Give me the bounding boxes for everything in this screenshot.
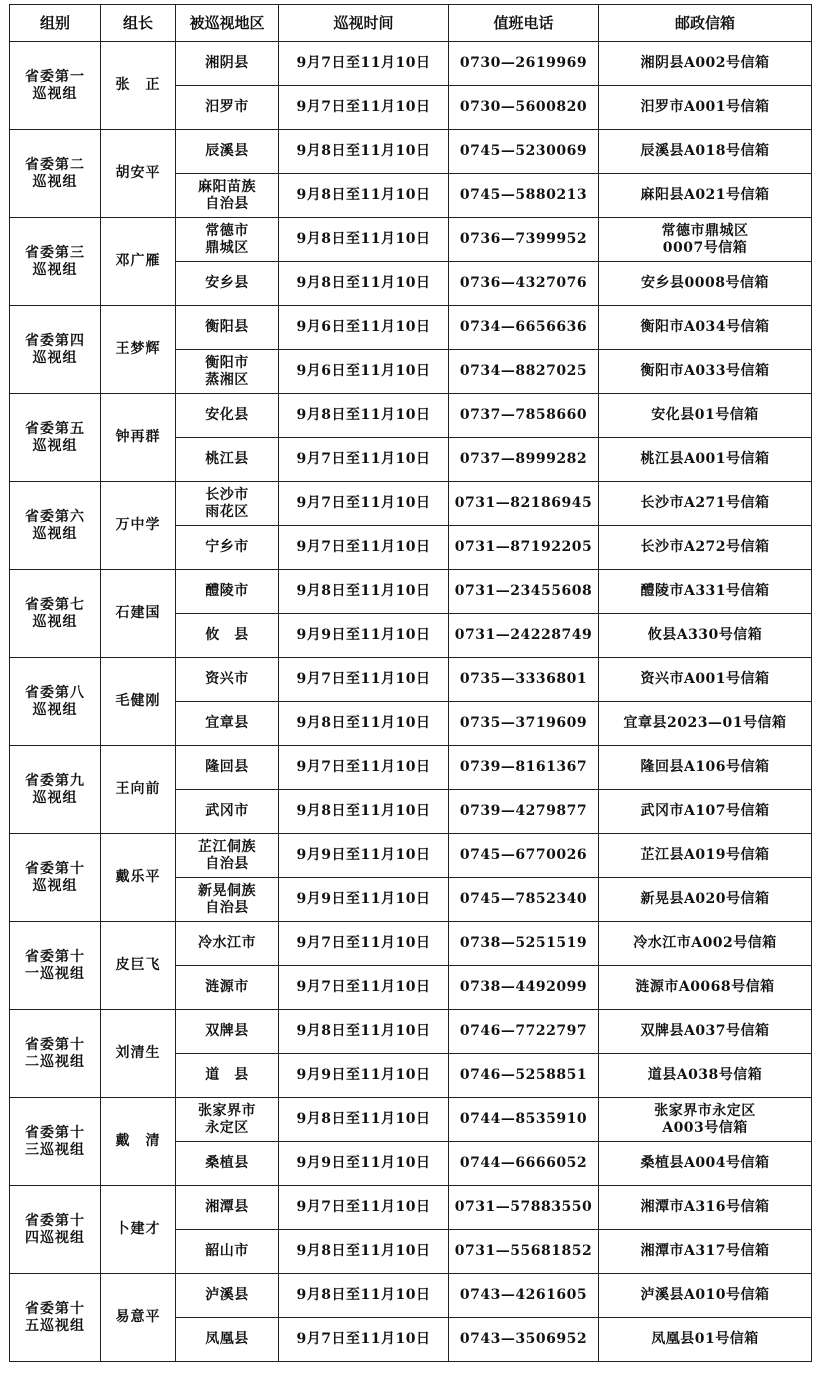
leader-cell: 戴乐平 (101, 834, 176, 922)
phone-cell: 0745—5230069 (449, 130, 599, 174)
mailbox-cell: 凤凰县01号信箱 (599, 1318, 812, 1362)
mailbox-cell: 桃江县A001号信箱 (599, 438, 812, 482)
time-cell: 9月8日至11月10日 (279, 130, 449, 174)
group-name-cell: 省委第二 巡视组 (10, 130, 101, 218)
phone-cell: 0743—3506952 (449, 1318, 599, 1362)
area-cell: 新晃侗族 自治县 (176, 878, 279, 922)
mailbox-cell: 泸溪县A010号信箱 (599, 1274, 812, 1318)
leader-cell: 王向前 (101, 746, 176, 834)
table-row (10, 1186, 812, 1230)
time-cell: 9月8日至11月10日 (279, 570, 449, 614)
area-cell: 麻阳苗族 自治县 (176, 174, 279, 218)
mailbox-cell: 衡阳市A034号信箱 (599, 306, 812, 350)
mailbox-cell: 冷水江市A002号信箱 (599, 922, 812, 966)
header-phone: 值班电话 (449, 5, 599, 42)
time-cell: 9月9日至11月10日 (279, 614, 449, 658)
time-cell: 9月9日至11月10日 (279, 878, 449, 922)
table-row (10, 570, 812, 614)
phone-cell: 0736—7399952 (449, 218, 599, 262)
phone-cell: 0737—7858660 (449, 394, 599, 438)
mailbox-cell: 涟源市A0068号信箱 (599, 966, 812, 1010)
phone-cell: 0734—6656636 (449, 306, 599, 350)
area-cell: 宜章县 (176, 702, 279, 746)
mailbox-cell: 桑植县A004号信箱 (599, 1142, 812, 1186)
area-cell: 凤凰县 (176, 1318, 279, 1362)
mailbox-cell: 武冈市A107号信箱 (599, 790, 812, 834)
area-cell: 攸 县 (176, 614, 279, 658)
group-name-cell: 省委第十 巡视组 (10, 834, 101, 922)
table-row (10, 1274, 812, 1318)
group-name-cell: 省委第十 二巡视组 (10, 1010, 101, 1098)
group-name-cell: 省委第三 巡视组 (10, 218, 101, 306)
phone-cell: 0739—8161367 (449, 746, 599, 790)
mailbox-cell: 湘潭市A317号信箱 (599, 1230, 812, 1274)
phone-cell: 0734—8827025 (449, 350, 599, 394)
time-cell: 9月8日至11月10日 (279, 218, 449, 262)
table-row (10, 218, 812, 262)
group-name-cell: 省委第四 巡视组 (10, 306, 101, 394)
leader-cell: 皮巨飞 (101, 922, 176, 1010)
mailbox-cell: 双牌县A037号信箱 (599, 1010, 812, 1054)
area-cell: 醴陵市 (176, 570, 279, 614)
group-name-cell: 省委第八 巡视组 (10, 658, 101, 746)
header-leader: 组长 (101, 5, 176, 42)
mailbox-cell: 长沙市A272号信箱 (599, 526, 812, 570)
phone-cell: 0731—23455608 (449, 570, 599, 614)
phone-cell: 0731—55681852 (449, 1230, 599, 1274)
phone-cell: 0745—5880213 (449, 174, 599, 218)
leader-cell: 王梦辉 (101, 306, 176, 394)
area-cell: 常德市 鼎城区 (176, 218, 279, 262)
inspection-schedule-table (9, 4, 812, 1362)
time-cell: 9月7日至11月10日 (279, 922, 449, 966)
phone-cell: 0730—2619969 (449, 42, 599, 86)
phone-cell: 0737—8999282 (449, 438, 599, 482)
area-cell: 张家界市 永定区 (176, 1098, 279, 1142)
group-name-cell: 省委第十 一巡视组 (10, 922, 101, 1010)
leader-cell: 张 正 (101, 42, 176, 130)
area-cell: 资兴市 (176, 658, 279, 702)
table-row (10, 1098, 812, 1142)
leader-cell: 邓广雁 (101, 218, 176, 306)
time-cell: 9月8日至11月10日 (279, 1098, 449, 1142)
mailbox-cell: 长沙市A271号信箱 (599, 482, 812, 526)
header-mailbox: 邮政信箱 (599, 5, 812, 42)
phone-cell: 0735—3336801 (449, 658, 599, 702)
time-cell: 9月6日至11月10日 (279, 306, 449, 350)
leader-cell: 刘清生 (101, 1010, 176, 1098)
group-name-cell: 省委第一 巡视组 (10, 42, 101, 130)
area-cell: 泸溪县 (176, 1274, 279, 1318)
mailbox-cell: 张家界市永定区 A003号信箱 (599, 1098, 812, 1142)
leader-cell: 毛健刚 (101, 658, 176, 746)
mailbox-cell: 新晃县A020号信箱 (599, 878, 812, 922)
time-cell: 9月8日至11月10日 (279, 174, 449, 218)
area-cell: 长沙市 雨花区 (176, 482, 279, 526)
area-cell: 宁乡市 (176, 526, 279, 570)
phone-cell: 0736—4327076 (449, 262, 599, 306)
group-name-cell: 省委第十 五巡视组 (10, 1274, 101, 1362)
leader-cell: 卜建才 (101, 1186, 176, 1274)
mailbox-cell: 宜章县2023—01号信箱 (599, 702, 812, 746)
area-cell: 芷江侗族 自治县 (176, 834, 279, 878)
phone-cell: 0746—5258851 (449, 1054, 599, 1098)
table-body (10, 42, 812, 1362)
time-cell: 9月8日至11月10日 (279, 394, 449, 438)
table-row (10, 306, 812, 350)
time-cell: 9月7日至11月10日 (279, 658, 449, 702)
table-row (10, 394, 812, 438)
time-cell: 9月9日至11月10日 (279, 834, 449, 878)
area-cell: 桃江县 (176, 438, 279, 482)
phone-cell: 0731—57883550 (449, 1186, 599, 1230)
time-cell: 9月7日至11月10日 (279, 482, 449, 526)
group-name-cell: 省委第十 四巡视组 (10, 1186, 101, 1274)
area-cell: 冷水江市 (176, 922, 279, 966)
leader-cell: 戴 清 (101, 1098, 176, 1186)
mailbox-cell: 汨罗市A001号信箱 (599, 86, 812, 130)
time-cell: 9月9日至11月10日 (279, 1142, 449, 1186)
time-cell: 9月8日至11月10日 (279, 1274, 449, 1318)
header-area: 被巡视地区 (176, 5, 279, 42)
mailbox-cell: 道县A038号信箱 (599, 1054, 812, 1098)
mailbox-cell: 安化县01号信箱 (599, 394, 812, 438)
phone-cell: 0745—6770026 (449, 834, 599, 878)
phone-cell: 0738—5251519 (449, 922, 599, 966)
area-cell: 武冈市 (176, 790, 279, 834)
area-cell: 安乡县 (176, 262, 279, 306)
time-cell: 9月8日至11月10日 (279, 1010, 449, 1054)
area-cell: 湘阴县 (176, 42, 279, 86)
mailbox-cell: 醴陵市A331号信箱 (599, 570, 812, 614)
phone-cell: 0738—4492099 (449, 966, 599, 1010)
time-cell: 9月7日至11月10日 (279, 42, 449, 86)
table-row (10, 42, 812, 86)
time-cell: 9月7日至11月10日 (279, 746, 449, 790)
phone-cell: 0730—5600820 (449, 86, 599, 130)
group-name-cell: 省委第七 巡视组 (10, 570, 101, 658)
time-cell: 9月8日至11月10日 (279, 702, 449, 746)
mailbox-cell: 隆回县A106号信箱 (599, 746, 812, 790)
area-cell: 韶山市 (176, 1230, 279, 1274)
time-cell: 9月7日至11月10日 (279, 526, 449, 570)
table-row (10, 1010, 812, 1054)
phone-cell: 0735—3719609 (449, 702, 599, 746)
area-cell: 汨罗市 (176, 86, 279, 130)
leader-cell: 万中学 (101, 482, 176, 570)
phone-cell: 0743—4261605 (449, 1274, 599, 1318)
time-cell: 9月6日至11月10日 (279, 350, 449, 394)
time-cell: 9月7日至11月10日 (279, 438, 449, 482)
mailbox-cell: 辰溪县A018号信箱 (599, 130, 812, 174)
area-cell: 安化县 (176, 394, 279, 438)
table-row (10, 834, 812, 878)
mailbox-cell: 常德市鼎城区 0007号信箱 (599, 218, 812, 262)
area-cell: 辰溪县 (176, 130, 279, 174)
group-name-cell: 省委第十 三巡视组 (10, 1098, 101, 1186)
time-cell: 9月7日至11月10日 (279, 1318, 449, 1362)
group-name-cell: 省委第六 巡视组 (10, 482, 101, 570)
header-time: 巡视时间 (279, 5, 449, 42)
area-cell: 桑植县 (176, 1142, 279, 1186)
area-cell: 衡阳县 (176, 306, 279, 350)
group-name-cell: 省委第五 巡视组 (10, 394, 101, 482)
phone-cell: 0739—4279877 (449, 790, 599, 834)
time-cell: 9月8日至11月10日 (279, 790, 449, 834)
mailbox-cell: 芷江县A019号信箱 (599, 834, 812, 878)
mailbox-cell: 攸县A330号信箱 (599, 614, 812, 658)
table-row (10, 130, 812, 174)
area-cell: 衡阳市 蒸湘区 (176, 350, 279, 394)
header-row (10, 5, 812, 42)
leader-cell: 石建国 (101, 570, 176, 658)
mailbox-cell: 湘潭市A316号信箱 (599, 1186, 812, 1230)
area-cell: 道 县 (176, 1054, 279, 1098)
phone-cell: 0745—7852340 (449, 878, 599, 922)
time-cell: 9月7日至11月10日 (279, 1186, 449, 1230)
mailbox-cell: 资兴市A001号信箱 (599, 658, 812, 702)
leader-cell: 钟再群 (101, 394, 176, 482)
area-cell: 涟源市 (176, 966, 279, 1010)
phone-cell: 0744—8535910 (449, 1098, 599, 1142)
phone-cell: 0744—6666052 (449, 1142, 599, 1186)
mailbox-cell: 衡阳市A033号信箱 (599, 350, 812, 394)
phone-cell: 0731—24228749 (449, 614, 599, 658)
table-row (10, 482, 812, 526)
table-row (10, 922, 812, 966)
mailbox-cell: 安乡县0008号信箱 (599, 262, 812, 306)
time-cell: 9月9日至11月10日 (279, 1054, 449, 1098)
phone-cell: 0731—82186945 (449, 482, 599, 526)
mailbox-cell: 湘阴县A002号信箱 (599, 42, 812, 86)
header-group: 组别 (10, 5, 101, 42)
time-cell: 9月8日至11月10日 (279, 1230, 449, 1274)
time-cell: 9月7日至11月10日 (279, 86, 449, 130)
area-cell: 隆回县 (176, 746, 279, 790)
time-cell: 9月7日至11月10日 (279, 966, 449, 1010)
group-name-cell: 省委第九 巡视组 (10, 746, 101, 834)
table-row (10, 658, 812, 702)
leader-cell: 胡安平 (101, 130, 176, 218)
table-row (10, 746, 812, 790)
mailbox-cell: 麻阳县A021号信箱 (599, 174, 812, 218)
phone-cell: 0731—87192205 (449, 526, 599, 570)
area-cell: 湘潭县 (176, 1186, 279, 1230)
phone-cell: 0746—7722797 (449, 1010, 599, 1054)
area-cell: 双牌县 (176, 1010, 279, 1054)
time-cell: 9月8日至11月10日 (279, 262, 449, 306)
leader-cell: 易意平 (101, 1274, 176, 1362)
